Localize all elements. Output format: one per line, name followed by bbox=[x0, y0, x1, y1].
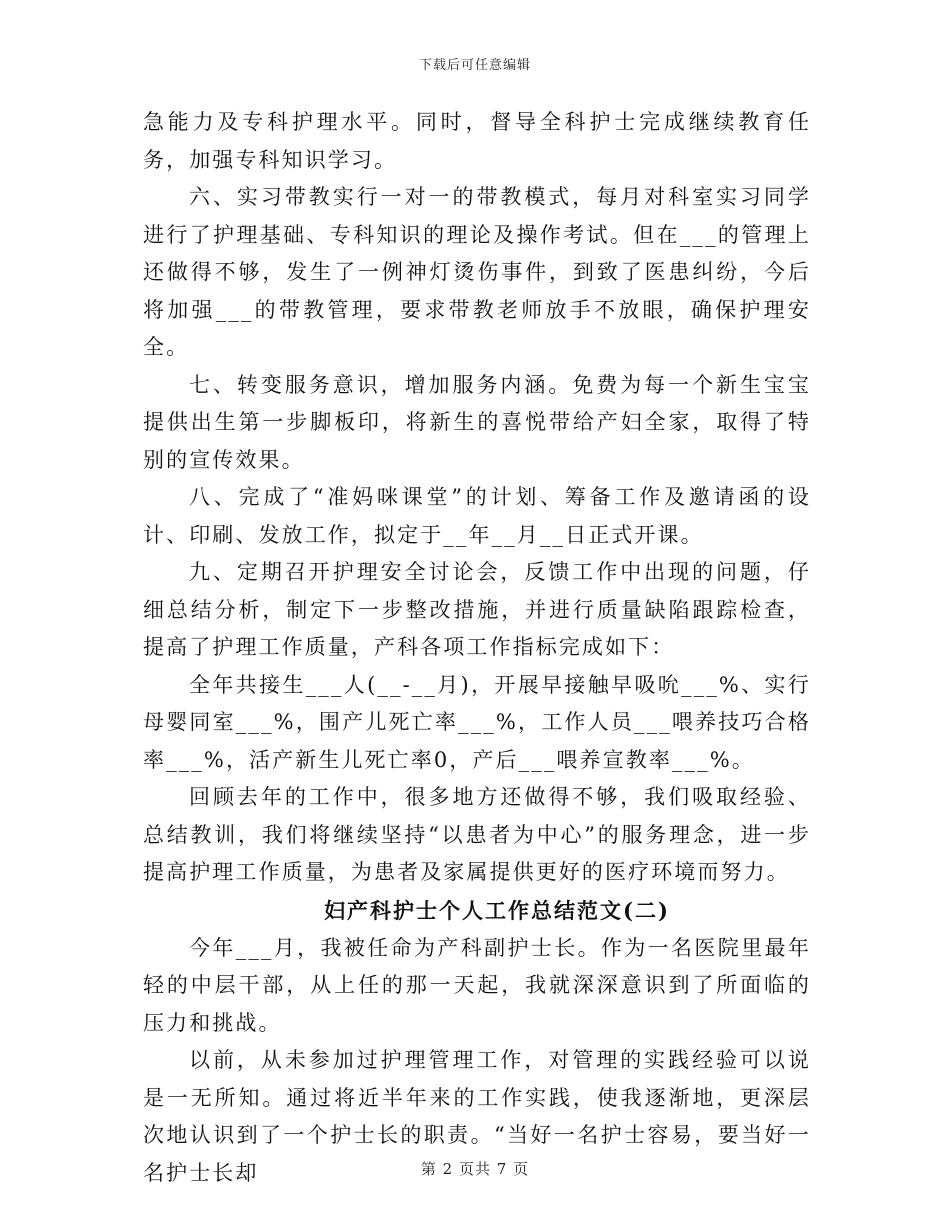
document-body bbox=[143, 104, 811, 1192]
paragraph-review: 回顾去年的工作中，很多地方还做得不够，我们吸取经验、总结教训，我们将继续坚持“以患者为中心”的服务理念，进一步提高护理工作质量，为患者及家属提供更好的医疗环境而努力。 bbox=[143, 785, 811, 884]
section-heading: 妇产科护士个人工作总结范文(二) bbox=[324, 897, 670, 923]
paragraph-item-8: 八、完成了“准妈咪课堂”的计划、筹备工作及邀请函的设计、印刷、发放工作，拟定于__年__月__日正式开课。 bbox=[143, 485, 811, 547]
page-footer: 第 2 页共 7 页 bbox=[420, 1160, 530, 1178]
paragraph-item-9: 九、定期召开护理安全讨论会，反馈工作中出现的问题，仔细总结分析，制定下一步整改措施，并进行质量缺陷跟踪检查，提高了护理工作质量，产科各项工作指标完成如下： bbox=[143, 560, 811, 659]
paragraph-item-7: 七、转变服务意识，增加服务内涵。免费为每一个新生宝宝提供出生第一步脚板印，将新生的喜悦带给产妇全家，取得了特别的宣传效果。 bbox=[143, 372, 811, 472]
paragraph-continuation: 急能力及专科护理水平。同时，督导全科护士完成继续教育任务，加强专科知识学习。 bbox=[143, 110, 811, 172]
paragraph-item-6: 六、实习带教实行一对一的带教模式，每月对科室实习同学进行了护理基础、专科知识的理论及操作考试。但在___的管理上还做得不够，发生了一例神灯烫伤事件，到致了医患纠纷，今后将加强___的带教管理，要求带教老师放手不放眼，确保护理安全。 bbox=[143, 185, 811, 359]
paragraph-appointment: 今年___月，我被任命为产科副护士长。作为一名医院里最年轻的中层干部，从上任的那一天起，我就深深意识到了所面临的压力和挑战。 bbox=[143, 935, 811, 1035]
paragraph-statistics: 全年共接生___人(__-__月)，开展早接触早吸吮___%、实行母婴同室___%，围产儿死亡率___%，工作人员___喂养技巧合格率___%，活产新生儿死亡率0，产后___喂养宣教率___%。 bbox=[143, 672, 811, 772]
page-header: 下载后可任意编辑 bbox=[418, 58, 531, 73]
paragraph-experience: 以前，从未参加过护理管理工作，对管理的实践经验可以说是一无所知。通过将近半年来的工作实践，使我逐渐地，更深层次地认识到了一个护士长的职责。“当好一名护士容易，要当好一名护士长却 bbox=[143, 1048, 811, 1185]
